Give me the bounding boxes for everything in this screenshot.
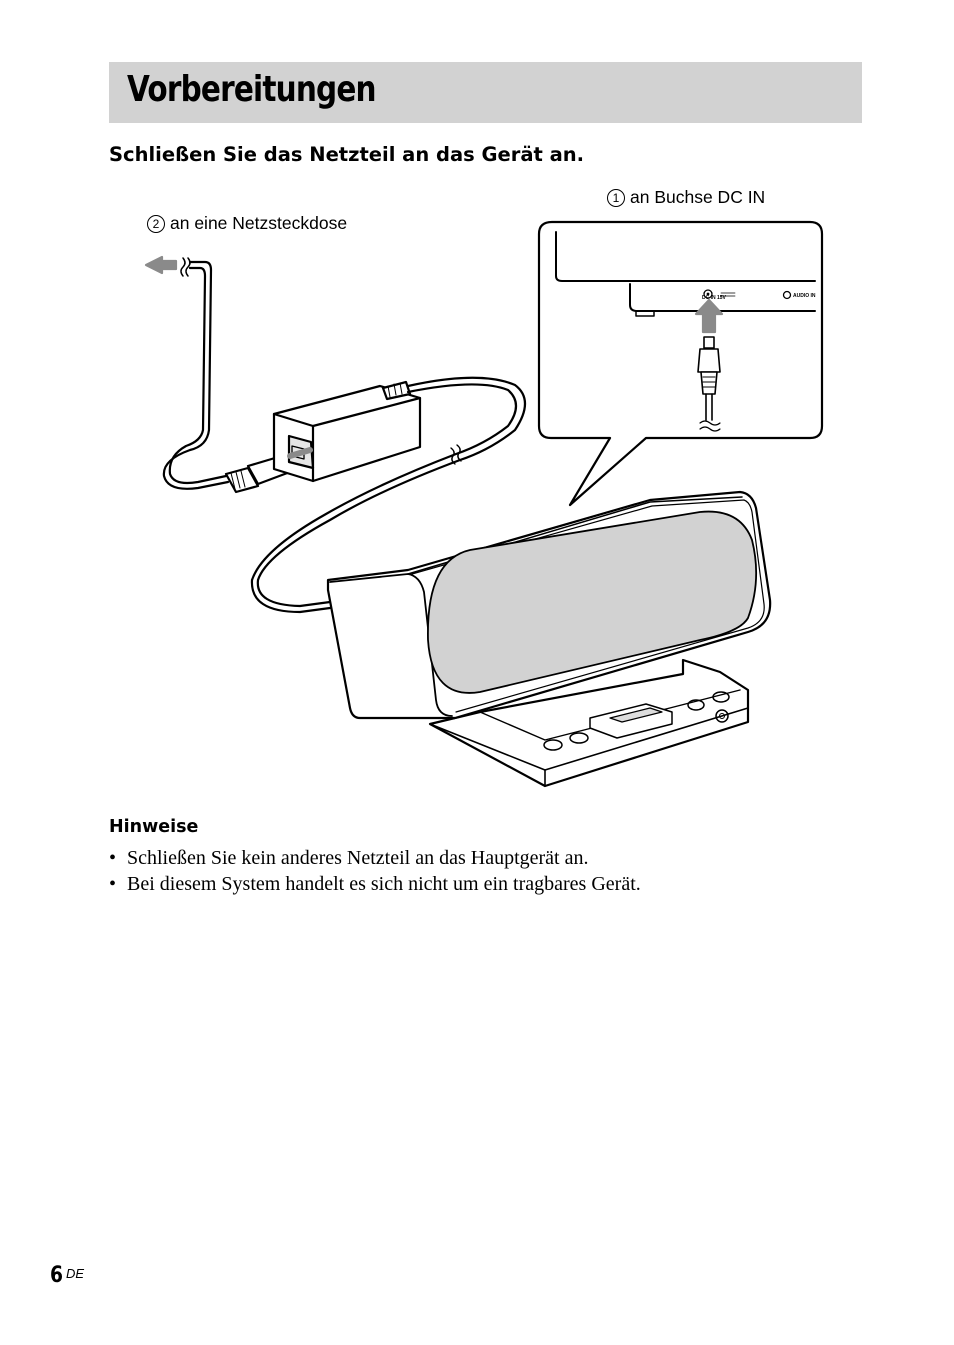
dc-jack-label: DC IN 15V bbox=[702, 295, 726, 301]
page-number-suffix: DE bbox=[66, 1266, 85, 1281]
callout-number-2: 2 bbox=[147, 215, 165, 233]
callout-number-1: 1 bbox=[607, 189, 625, 207]
callout-dc-in-text: an Buchse DC IN bbox=[630, 187, 766, 207]
page-number: 6 bbox=[50, 1263, 64, 1288]
audio-jack-label: AUDIO IN bbox=[793, 293, 816, 299]
speaker-grille bbox=[428, 512, 756, 693]
notes-heading: Hinweise bbox=[109, 817, 199, 837]
page-title: Vorbereitungen bbox=[127, 69, 376, 110]
list-item: • Bei diesem System handelt es sich nicht um ein tragbares Gerät. bbox=[109, 871, 641, 897]
notes-list bbox=[109, 845, 641, 897]
callout-outlet-text: an eine Netzsteckdose bbox=[170, 213, 348, 233]
section-heading: Schließen Sie das Netzteil an das Gerät an. bbox=[109, 143, 585, 166]
list-item: • Schließen Sie kein anderes Netzteil an das Hauptgerät an. bbox=[109, 845, 641, 871]
arrow-left-icon bbox=[146, 257, 176, 273]
